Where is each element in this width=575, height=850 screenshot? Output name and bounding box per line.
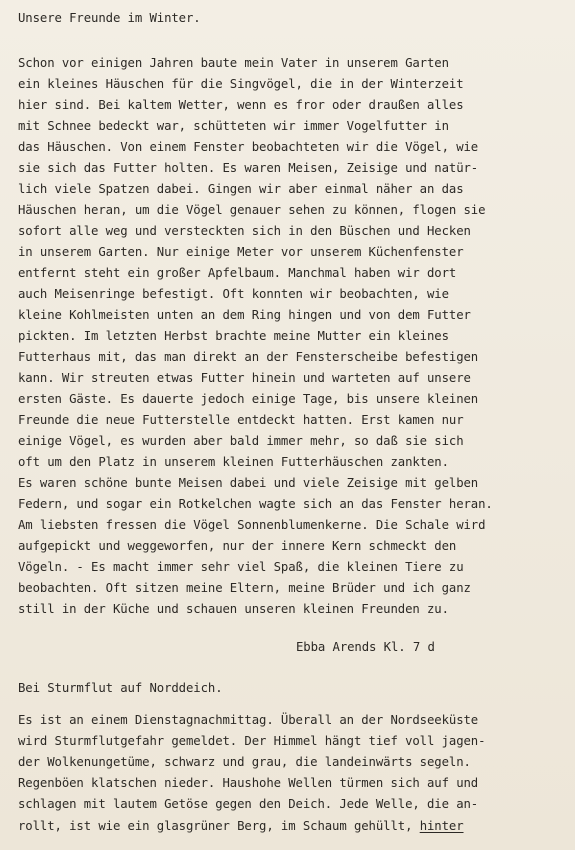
text-line: einige Vögel, es wurden aber bald immer mehr, so daß sie sich xyxy=(18,434,464,448)
text-line: Freunde die neue Futterstelle entdeckt hatten. Erst kamen nur xyxy=(18,413,464,427)
text-line: Es waren schöne bunte Meisen dabei und viele Zeisige mit gelben xyxy=(18,476,479,490)
text-line: der Wolkenungetüme, schwarz und grau, die landeinwärts segeln. xyxy=(18,755,471,769)
text-line: Häuschen heran, um die Vögel genauer sehen zu können, flogen sie xyxy=(18,203,486,217)
author-signature: Ebba Arends Kl. 7 d xyxy=(296,640,435,654)
text-line: schlagen mit lautem Getöse gegen den Deich. Jede Welle, die an- xyxy=(18,797,479,811)
article-title: Unsere Freunde im Winter. xyxy=(18,11,201,25)
text-line: kann. Wir streuten etwas Futter hinein und warteten auf unsere xyxy=(18,371,471,385)
text-line: ersten Gäste. Es dauerte jedoch einige Tage, bis unsere kleinen xyxy=(18,392,479,406)
text-line: aufgepickt und weggeworfen, nur der innere Kern schmeckt den xyxy=(18,539,457,553)
text-line: in unserem Garten. Nur einige Meter vor unserem Küchenfenster xyxy=(18,245,464,259)
text-line: sofort alle weg und versteckten sich in den Büschen und Hecken xyxy=(18,224,471,238)
text-line: sie sich das Futter holten. Es waren Meisen, Zeisige und natür- xyxy=(18,161,479,175)
text-line xyxy=(18,820,464,832)
underlined-word: hinter xyxy=(419,819,464,833)
text-line: Regenböen klatschen nieder. Haushohe Wellen türmen sich auf und xyxy=(18,776,479,790)
text-line: Vögeln. - Es macht immer sehr viel Spaß, die kleinen Tiere zu xyxy=(18,560,464,574)
text-line-segment: rollt, ist wie ein glasgrüner Berg, im Schaum gehüllt, xyxy=(18,819,420,833)
text-line: still in der Küche und schauen unseren kleinen Freunden zu. xyxy=(18,602,449,616)
text-line: kleine Kohlmeisten unten an dem Ring hingen und von dem Futter xyxy=(18,308,471,322)
text-line: hier sind. Bei kaltem Wetter, wenn es fror oder draußen alles xyxy=(18,98,464,112)
text-line: Federn, und sogar ein Rotkelchen wagte sich an das Fenster heran. xyxy=(18,497,493,511)
text-line: Schon vor einigen Jahren baute mein Vater in unserem Garten xyxy=(18,56,449,70)
text-line: ein kleines Häuschen für die Singvögel, die in der Winterzeit xyxy=(18,77,464,91)
text-line: Futterhaus mit, das man direkt an der Fensterscheibe befestigen xyxy=(18,350,479,364)
text-line: auch Meisenringe befestigt. Oft konnten wir beobachten, wie xyxy=(18,287,449,301)
text-line: wird Sturmflutgefahr gemeldet. Der Himmel hängt tief voll jagen- xyxy=(18,734,486,748)
text-line: oft um den Platz in unserem kleinen Futterhäuschen zankten. xyxy=(18,455,449,469)
text-line: beobachten. Oft sitzen meine Eltern, meine Brüder und ich ganz xyxy=(18,581,471,595)
text-line: Am liebsten fressen die Vögel Sonnenblumenkerne. Die Schale wird xyxy=(18,518,486,532)
text-line: mit Schnee bedeckt war, schütteten wir immer Vogelfutter in xyxy=(18,119,449,133)
text-line: lich viele Spatzen dabei. Gingen wir aber einmal näher an das xyxy=(18,182,464,196)
text-line: entfernt steht ein großer Apfelbaum. Manchmal haben wir dort xyxy=(18,266,457,280)
text-line: das Häuschen. Von einem Fenster beobachteten wir die Vögel, wie xyxy=(18,140,479,154)
text-line: Es ist an einem Dienstagnachmittag. Überall an der Nordseeküste xyxy=(18,713,479,727)
article-title: Bei Sturmflut auf Norddeich. xyxy=(18,681,223,695)
text-line: pickten. Im letzten Herbst brachte meine Mutter ein kleines xyxy=(18,329,449,343)
